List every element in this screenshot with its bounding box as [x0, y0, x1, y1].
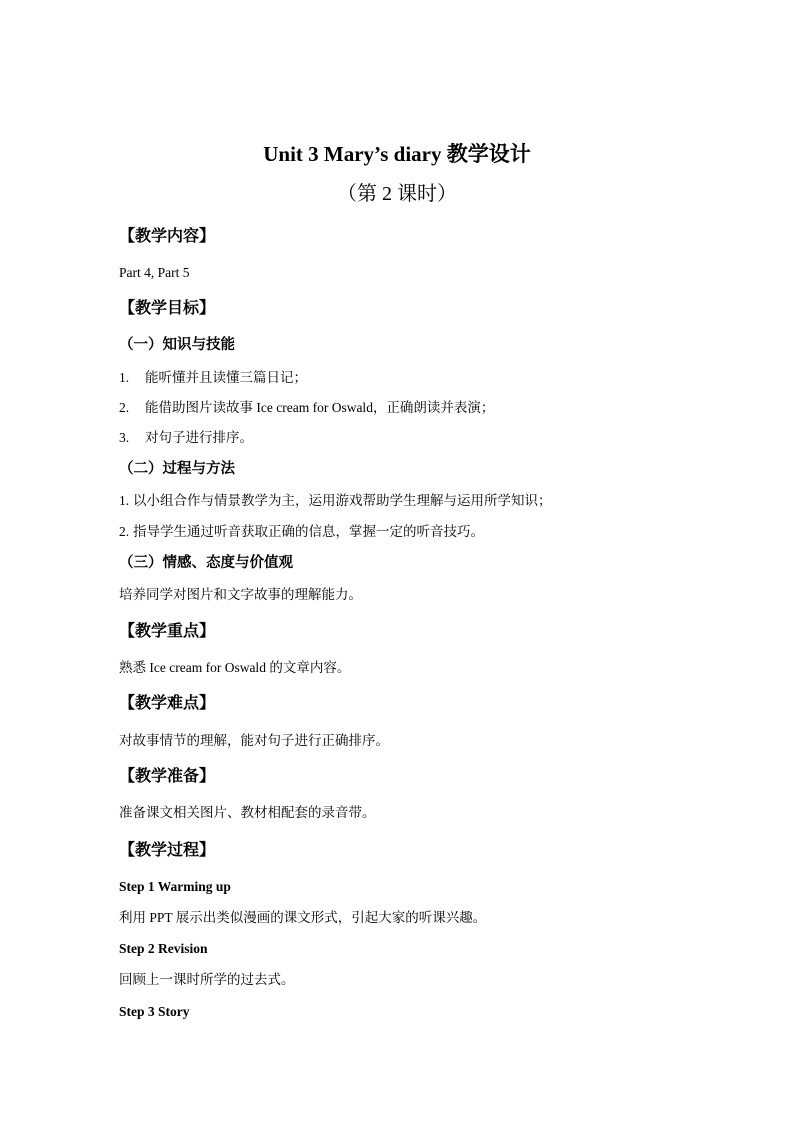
step-text: 利用 PPT 展示出类似漫画的课文形式，引起大家的听课兴趣。	[119, 910, 487, 925]
difficulties-text: 对故事情节的理解，能对句子进行正确排序。	[119, 733, 389, 748]
subheading-attitude: （三）情感、态度与价值观	[119, 555, 293, 571]
list-item-number: 2.	[119, 524, 130, 539]
section-heading-preparation: 【教学准备】	[119, 768, 216, 785]
list-item-text: 能听懂并且读懂三篇日记；	[145, 370, 307, 385]
list-item-text: 以小组合作与情景教学为主，运用游戏帮助学生理解与运用所学知识；	[133, 493, 552, 508]
list-item-text: 能借助图片读故事 Ice cream for Oswald，正确朗读并表演；	[145, 400, 495, 415]
list-item-number: 1.	[119, 493, 130, 508]
section-heading-key-points: 【教学重点】	[119, 623, 216, 640]
section-heading-content: 【教学内容】	[119, 228, 216, 245]
document-subtitle: （第 2 课时）	[337, 183, 457, 205]
step-title: Step 2 Revision	[119, 941, 208, 956]
section-heading-procedure: 【教学过程】	[119, 842, 216, 859]
section-heading-goals: 【教学目标】	[119, 300, 216, 317]
list-item	[119, 398, 754, 418]
attitude-text: 培养同学对图片和文字故事的理解能力。	[119, 587, 362, 602]
step-title: Step 3 Story	[119, 1004, 190, 1019]
step-text: 回顾上一课时所学的过去式。	[119, 972, 295, 987]
subheading-process: （二）过程与方法	[119, 461, 235, 477]
subheading-knowledge: （一）知识与技能	[119, 337, 235, 353]
preparation-text: 准备课文相关图片、教材相配套的录音带。	[119, 805, 376, 820]
step-title: Step 1 Warming up	[119, 879, 231, 894]
list-item-text: 指导学生通过听音获取正确的信息，掌握一定的听音技巧。	[133, 524, 484, 539]
list-item	[119, 368, 754, 388]
content-text: Part 4, Part 5	[119, 265, 190, 280]
key-points-text: 熟悉 Ice cream for Oswald 的文章内容。	[119, 660, 351, 675]
section-heading-difficulties: 【教学难点】	[119, 695, 216, 712]
list-item	[119, 491, 754, 511]
list-item-number: 1.	[119, 370, 130, 385]
list-item	[119, 522, 754, 542]
list-item	[119, 428, 754, 448]
document-title: Unit 3 Mary’s diary 教学设计	[263, 142, 531, 166]
list-item-number: 2.	[119, 400, 130, 415]
list-item-text: 对句子进行排序。	[145, 430, 253, 445]
list-item-number: 3.	[119, 430, 130, 445]
